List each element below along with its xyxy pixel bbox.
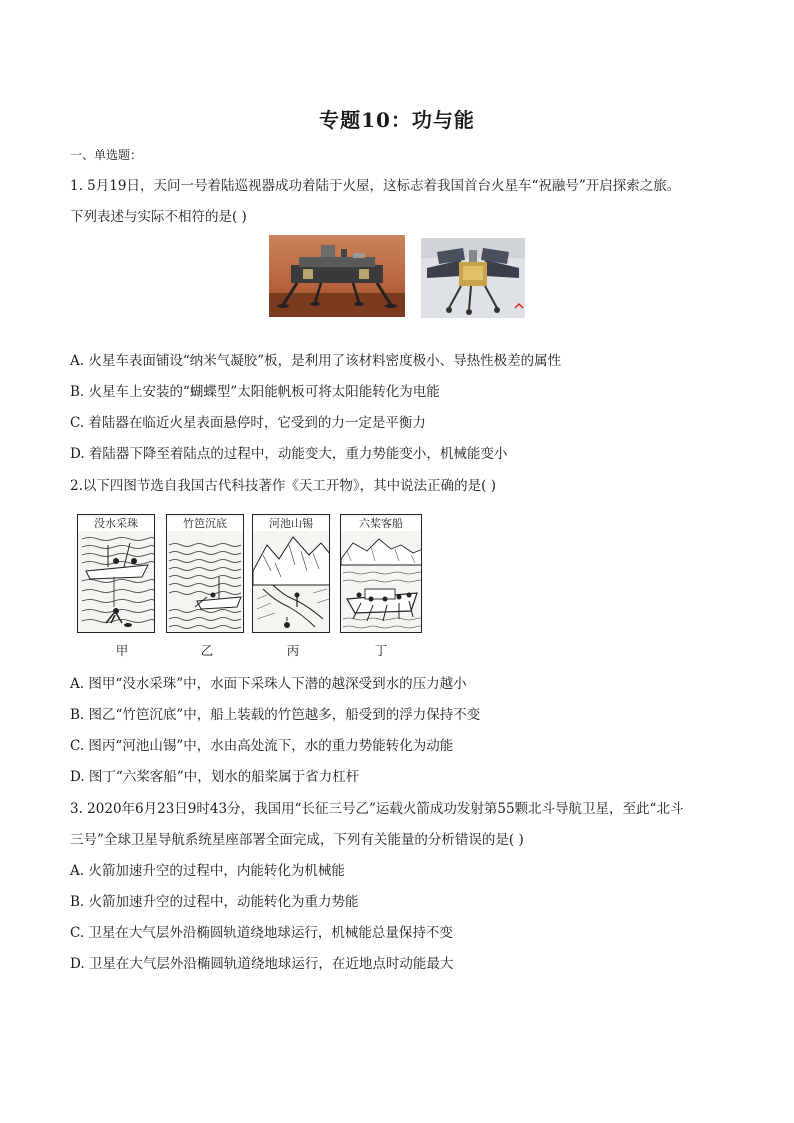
panel-title-bing: 河池山锡: [253, 517, 329, 531]
panel-label-yi: 乙: [200, 643, 214, 658]
question-1-option-b: B. 火星车上安装的“蝴蝶型”太阳能帆板可将太阳能转化为电能: [70, 384, 440, 400]
panel-title-yi: 竹笆沉底: [167, 517, 243, 531]
question-3-stem-line-1: 3. 2020年6月23日9时43分，我国用“长征三号乙”运载火箭成功发射第55颗北斗导航卫星，至此“北斗: [70, 801, 684, 817]
panel-title-jia: 没水采珠: [78, 517, 154, 531]
mars-rover-photo: [421, 238, 525, 318]
woodcut-panel-ding: [340, 514, 422, 633]
question-3-stem-line-2: 三号”全球卫星导航系统星座部署全面完成，下列有关能量的分析错误的是( ): [70, 832, 524, 848]
panel-title-ding: 六桨客船: [341, 517, 421, 531]
woodcut-panel-bing: [252, 514, 330, 633]
woodcut-panel-yi: [166, 514, 244, 633]
page-title: 专题10：功与能: [319, 108, 475, 132]
section-heading: 一、单选题：: [70, 148, 143, 162]
mars-lander-photo: [269, 235, 405, 317]
question-2-option-c: C. 图丙“河池山锡”中，水由高处流下，水的重力势能转化为动能: [70, 738, 454, 754]
question-1-option-d: D. 着陆器下降至着陆点的过程中，动能变大，重力势能变小，机械能变小: [70, 446, 508, 462]
question-2-option-d: D. 图丁“六桨客船”中，划水的船桨属于省力杠杆: [70, 769, 360, 785]
panel-label-ding: 丁: [374, 643, 388, 658]
question-3-option-b: B. 火箭加速升空的过程中，动能转化为重力势能: [70, 894, 359, 910]
question-3-option-a: A. 火箭加速升空的过程中，内能转化为机械能: [70, 863, 345, 879]
question-1-option-a: A. 火星车表面铺设“纳米气凝胶”板，是利用了该材料密度极小、导热性极差的属性: [70, 353, 562, 369]
question-2-option-a: A. 图甲“没水采珠”中，水面下采珠人下潜的越深受到水的压力越小: [70, 676, 467, 692]
question-2-stem: 2.以下四图节选自我国古代科技著作《天工开物》，其中说法正确的是( ): [70, 478, 496, 494]
panel-label-jia: 甲: [115, 643, 129, 658]
question-3-option-d: D. 卫星在大气层外沿椭圆轨道绕地球运行，在近地点时动能最大: [70, 956, 454, 972]
panel-label-bing: 丙: [286, 643, 300, 658]
question-1-stem-line-1: 1. 5月19日，天问一号着陆巡视器成功着陆于火屋，这标志着我国首台火星车“祝融号”开启探索之旅。: [70, 178, 681, 194]
question-1-stem-line-2: 下列表述与实际不相符的是( ): [70, 209, 247, 225]
question-3-option-c: C. 卫星在大气层外沿椭圆轨道绕地球运行，机械能总量保持不变: [70, 925, 453, 941]
woodcut-panel-jia: [77, 514, 155, 633]
question-1-option-c: C. 着陆器在临近火星表面悬停时，它受到的力一定是平衡力: [70, 415, 426, 431]
question-2-option-b: B. 图乙“竹笆沉底”中，船上装载的竹笆越多，船受到的浮力保持不变: [70, 707, 481, 723]
